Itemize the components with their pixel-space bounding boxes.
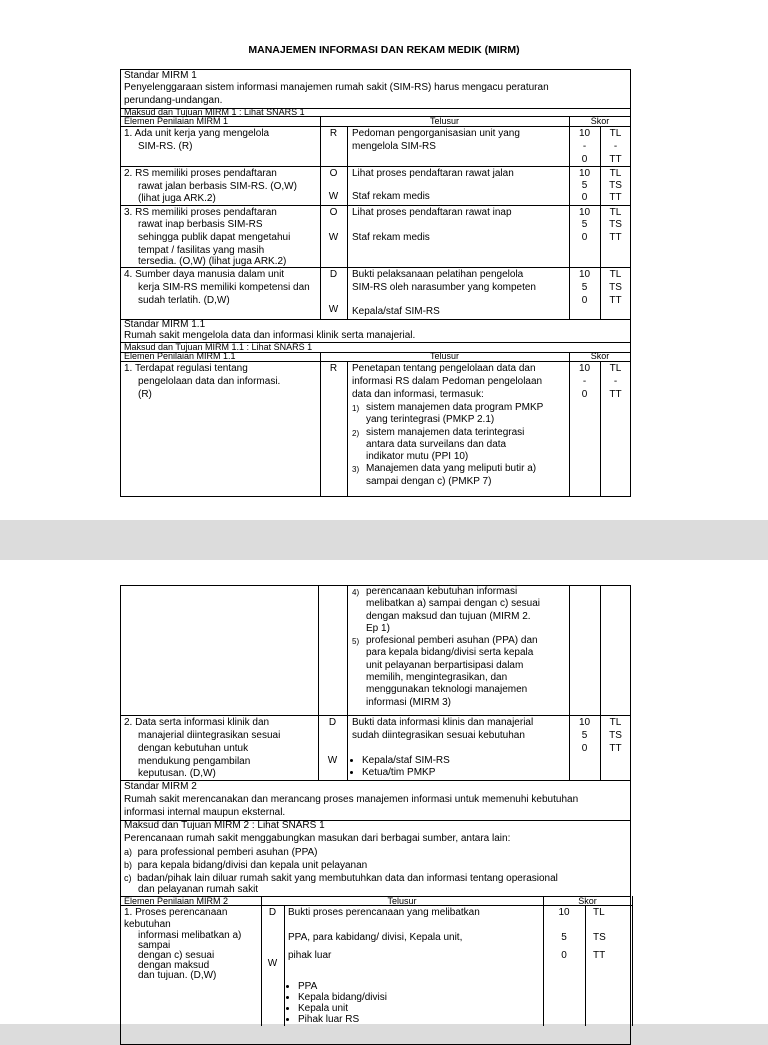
ep4-method: W — [328, 304, 339, 315]
ep11-telusur: Penetapan tentang pengelolaan data dan — [352, 363, 536, 374]
ep2-score: 0 — [581, 192, 588, 203]
ep3-text-cont: tempat / fasilitas yang masih — [138, 245, 265, 256]
ep11-grade: TT — [609, 389, 622, 400]
ep2b-text-cont: kebutuhan — [124, 919, 171, 930]
ep4-score: 10 — [578, 269, 591, 280]
document-page-2 — [0, 560, 768, 1024]
ep2-grade: TT — [609, 192, 622, 203]
ep2b-method: W — [267, 958, 278, 969]
skor-header: Skor — [578, 896, 597, 906]
mirm-2-item-b: b) para kepala bidang/divisi dan kepala unit pelayanan — [124, 860, 368, 871]
ep2b-grade: TL — [593, 907, 605, 918]
ep11b-score: 5 — [581, 730, 588, 741]
ep2-score: 10 — [578, 168, 591, 179]
standard-mirm-1-1-title: Standar MIRM 1.1 — [124, 319, 206, 330]
ep-header-mirm-1: Elemen Penilaian MIRM 1 — [124, 116, 229, 126]
ep2-telusur-cont: Staf rekam medis — [352, 191, 430, 202]
standard-mirm-1-1-text: Rumah sakit mengelola data dan informasi klinik serta manajerial. — [124, 330, 416, 341]
document-page-1 — [0, 0, 768, 520]
list-item: 5) profesional pemberi asuhan (PPA) dan para kepala bidang/divisi serta kepala unit pelayanan berpartisipasi dalam memilih, mengintegrasikan, dan menggunakan teknologi manajemen informasi (MIRM 3) — [352, 635, 538, 708]
telusur-header: Telusur — [429, 351, 459, 361]
ep2-text: 2. RS memiliki proses pendaftaran — [124, 168, 277, 179]
ep11-numbered-list-cont — [352, 586, 566, 709]
telusur-header: Telusur — [429, 116, 459, 126]
list-item: 4) perencanaan kebutuhan informasi melibatkan a) sampai dengan c) sesuai dengan maksud dan tujuan (MIRM 2. Ep 1) — [352, 586, 540, 634]
ep4-text: 4. Sumber daya manusia dalam unit — [124, 269, 285, 280]
ep2b-text-cont: informasi melibatkan a) — [138, 930, 242, 941]
ep11-telusur-cont: data dan informasi, termasuk: — [352, 389, 484, 400]
standard-mirm-1-title: Standar MIRM 1 — [124, 70, 197, 81]
ep3-text-cont: rawat inap berbasis SIM-RS — [138, 219, 263, 230]
maksud-tujuan-mirm-2: Maksud dan Tujuan MIRM 2 : Lihat SNARS 1 — [124, 820, 325, 831]
ep11b-bullet-list — [352, 755, 450, 779]
ep1-text: 1. Ada unit kerja yang mengelola — [124, 128, 270, 139]
ep-header-mirm-2: Elemen Penilaian MIRM 2 — [124, 896, 229, 906]
document-title: MANAJEMEN INFORMASI DAN REKAM MEDIK (MIRM) — [248, 44, 520, 56]
ep2b-telusur-cont: pihak luar — [288, 950, 332, 961]
ep3-text-cont: tersedia. (O,W) (lihat juga ARK.2) — [138, 256, 287, 267]
list-item: • Ketua/tim PMKP — [362, 767, 450, 779]
ep1-telusur: Pedoman pengorganisasian unit yang — [352, 128, 520, 139]
ep2b-text-cont: dan tujuan. (D,W) — [138, 970, 217, 981]
ep11b-score: 10 — [578, 717, 591, 728]
ep2b-score: 10 — [558, 907, 570, 918]
ep3-text-cont: sehingga publik dapat mengetahui — [138, 232, 291, 243]
ep3-grade: TT — [609, 232, 622, 243]
ep4-grade: TT — [609, 295, 622, 306]
ep1-score: 10 — [578, 128, 591, 139]
ep11-score: - — [582, 376, 587, 387]
telusur-header: Telusur — [387, 896, 417, 906]
ep11-score: 0 — [581, 389, 588, 400]
ep1-text-cont: SIM-RS. (R) — [138, 141, 193, 152]
ep3-telusur-cont: Staf rekam medis — [352, 232, 430, 243]
ep11b-text: 2. Data serta informasi klinik dan — [124, 717, 270, 728]
ep1-grade: - — [613, 141, 618, 152]
standard-mirm-1-text: Penyelenggaraan sistem informasi manajemen rumah sakit (SIM-RS) harus mengacu peraturan — [124, 82, 549, 93]
ep2b-text: 1. Proses perencanaan — [124, 907, 228, 918]
list-item: 2) sistem manajemen data terintegrasi antara data surveilans dan data indikator mutu (PPI 10) — [352, 426, 525, 463]
ep2-grade: TS — [609, 180, 622, 191]
skor-header: Skor — [590, 351, 610, 361]
ep11-method: R — [329, 363, 338, 374]
list-item: 3) Manajemen data yang meliputi butir a) sampai dengan c) (PMKP 7) — [352, 463, 537, 487]
ep2b-text-cont: dengan maksud — [138, 960, 210, 971]
ep1-grade: TL — [609, 128, 622, 139]
ep11b-telusur: Bukti data informasi klinis dan manajerial — [352, 717, 534, 728]
ep2-grade: TL — [609, 168, 622, 179]
ep4-text-cont: kerja SIM-RS memiliki kompetensi dan — [138, 282, 310, 293]
ep11b-grade: TT — [609, 743, 622, 754]
ep4-method: D — [329, 269, 338, 280]
ep2b-score: 0 — [561, 950, 567, 961]
ep4-telusur: Bukti pelaksanaan pelatihan pengelola — [352, 269, 524, 280]
standard-mirm-2-title: Standar MIRM 2 — [124, 781, 197, 792]
ep2b-telusur-cont: PPA, para kabidang/ divisi, Kepala unit, — [288, 932, 463, 943]
ep11-grade: - — [613, 376, 618, 387]
ep2b-score: 5 — [561, 932, 567, 943]
ep11b-text-cont: mendukung pengambilan — [138, 756, 251, 767]
ep11-telusur-cont: informasi RS dalam Pedoman pengelolaan — [352, 376, 543, 387]
ep2b-grade: TS — [593, 932, 606, 943]
mirm-2-intro: Perencanaan rumah sakit menggabungkan masukan dari berbagai sumber, antara lain: — [124, 833, 511, 844]
skor-header: Skor — [590, 116, 610, 126]
ep4-text-cont: sudah terlatih. (D,W) — [138, 295, 230, 306]
ep3-score: 10 — [578, 207, 591, 218]
standard-mirm-2-text: Rumah sakit merencanakan dan merancang proses manajemen informasi untuk memenuhi kebutuhan — [124, 794, 579, 805]
ep2b-text-cont: sampai — [138, 940, 171, 951]
ep11-text-cont: pengelolaan data dan informasi. — [138, 376, 281, 387]
ep2-score: 5 — [581, 180, 588, 191]
maksud-tujuan-mirm-1: Maksud dan Tujuan MIRM 1 : Lihat SNARS 1 — [124, 107, 305, 117]
ep2b-telusur: Bukti proses perencanaan yang melibatkan — [288, 907, 480, 918]
ep4-score: 5 — [581, 282, 588, 293]
ep11b-text-cont: keputusan. (D,W) — [138, 768, 216, 779]
standard-mirm-2-text-cont: informasi internal maupun eksternal. — [124, 807, 286, 818]
mirm-2-item-a: a) para professional pemberi asuhan (PPA) — [124, 847, 318, 858]
ep3-score: 0 — [581, 232, 588, 243]
ep2b-bullet-list — [288, 981, 387, 1025]
ep2b-grade: TT — [593, 950, 606, 961]
maksud-tujuan-mirm-1-1: Maksud dan Tujuan MIRM 1.1 : Lihat SNARS 1 — [124, 342, 313, 352]
ep1-score: - — [582, 141, 587, 152]
standard-mirm-1-text-cont: perundang-undangan. — [124, 95, 223, 106]
ep2b-text-cont: dengan c) sesuai — [138, 950, 215, 961]
ep11b-method: D — [328, 717, 337, 728]
ep11-text: 1. Terdapat regulasi tentang — [124, 363, 248, 374]
ep2-method: O — [329, 168, 338, 179]
ep3-grade: TL — [609, 207, 622, 218]
list-item: 1) sistem manajemen data program PMKP yang terintegrasi (PMKP 2.1) — [352, 402, 544, 426]
ep3-method: W — [328, 232, 339, 243]
ep4-grade: TL — [609, 269, 622, 280]
ep2-text-cont: rawat jalan berbasis SIM-RS. (O,W) — [138, 181, 297, 192]
ep11b-score: 0 — [581, 743, 588, 754]
ep2-telusur: Lihat proses pendaftaran rawat jalan — [352, 168, 514, 179]
list-item: • Kepala bidang/divisi — [298, 992, 387, 1003]
ep3-telusur: Lihat proses pendaftaran rawat inap — [352, 207, 512, 218]
ep11b-grade: TL — [609, 717, 622, 728]
ep1-telusur-cont: mengelola SIM-RS — [352, 141, 436, 152]
ep4-score: 0 — [581, 295, 588, 306]
ep11b-text-cont: manajerial diintegrasikan sesuai — [138, 730, 281, 741]
ep2b-method: D — [268, 907, 277, 918]
ep11b-text-cont: dengan kebutuhan untuk — [138, 743, 249, 754]
ep1-method: R — [329, 128, 338, 139]
ep3-score: 5 — [581, 219, 588, 230]
list-item: • PPA — [298, 981, 387, 992]
mirm-2-item-c: c) badan/pihak lain diluar rumah sakit yang membutuhkan data dan informasi tentang operasional — [124, 873, 558, 884]
ep11b-telusur-cont: sudah diintegrasikan sesuai kebutuhan — [352, 730, 525, 741]
ep2-method: W — [328, 191, 339, 202]
ep1-score: 0 — [581, 154, 588, 165]
ep3-grade: TS — [609, 219, 622, 230]
ep3-method: O — [329, 207, 338, 218]
ep2-text-cont: (lihat juga ARK.2) — [138, 193, 216, 204]
list-item: • Pihak luar RS — [298, 1014, 387, 1025]
ep11b-grade: TS — [609, 730, 622, 741]
ep11b-method: W — [327, 755, 338, 766]
ep11-score: 10 — [578, 363, 591, 374]
ep3-text: 3. RS memiliki proses pendaftaran — [124, 207, 277, 218]
ep11-text-cont: (R) — [138, 389, 152, 400]
ep11-grade: TL — [609, 363, 622, 374]
list-item: • Kepala/staf SIM-RS — [362, 755, 450, 767]
ep-header-mirm-1-1: Elemen Penilaian MIRM 1.1 — [124, 351, 236, 361]
ep4-telusur-cont: SIM-RS oleh narasumber yang kompeten — [352, 282, 536, 293]
ep1-grade: TT — [609, 154, 622, 165]
ep4-telusur-cont: Kepala/staf SIM-RS — [352, 306, 440, 317]
ep11-numbered-list — [352, 402, 566, 488]
mirm-2-item-c-cont: dan pelayanan rumah sakit — [138, 884, 259, 895]
ep4-grade: TS — [609, 282, 622, 293]
list-item: • Kepala unit — [298, 1003, 387, 1014]
